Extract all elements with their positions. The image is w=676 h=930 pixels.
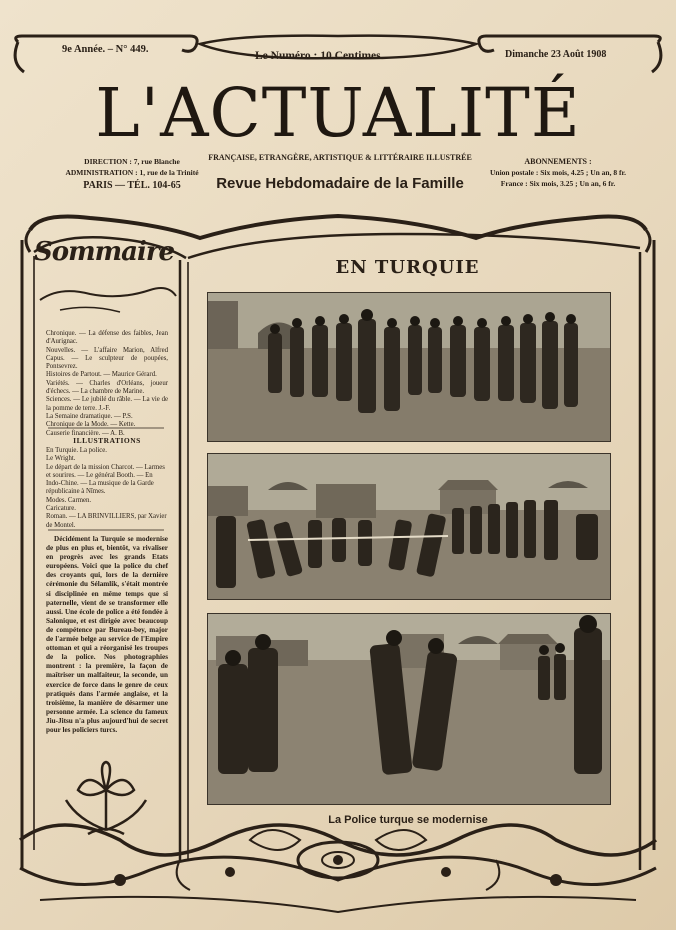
direction-line: DIRECTION : 7, rue Blanche — [84, 157, 180, 166]
photo-caption: La Police turque se modernise — [328, 814, 488, 826]
subscription-info — [478, 156, 638, 189]
issue-price: Le Numéro : 10 Centimes — [255, 50, 381, 62]
tagline-top: FRANÇAISE, ETRANGÈRE, ARTISTIQUE & LITTÉRAIRE ILLUSTRÉE — [208, 153, 472, 162]
tagline-main: Revue Hebdomadaire de la Famille — [216, 175, 464, 192]
illustration-item: Modes. Carmen. — [46, 496, 92, 504]
photo-police-disarm — [207, 613, 611, 805]
contents-item: Nouvelles. — L'affaire Marion, Alfred Capus. — Le sculpteur de poupées, Pontsevrez. — [46, 346, 168, 371]
contents-item: Causerie financière. — A. B. — [46, 429, 125, 437]
contents-item: Chronique de la Mode. — Kette. — [46, 421, 136, 429]
illustration-item: En Turquie. La police. — [46, 447, 107, 454]
publisher-address — [52, 156, 212, 191]
photo-police-drill — [207, 292, 611, 442]
illustration-item: Roman. — LA BRINVILLIERS, par Xavier de Montel. — [46, 513, 167, 529]
article-text — [46, 535, 168, 735]
issue-number: 9e Année. – N° 449. — [62, 44, 149, 55]
contents-item: Variétés. — Charles d'Orléans, joueur d'échecs. — La chambre de Marine. — [46, 379, 168, 396]
subscription-union: Union postale : Six mois, 4.25 ; Un an, 8 fr. — [490, 168, 626, 177]
illustration-item: Le départ de la mission Charcot. — Larmes et sourires. — Le général Booth. — En Indo-Chine. — La musique de la Garde républicaine à Nîmes. — [46, 463, 165, 496]
article-headline: EN TURQUIE — [335, 257, 480, 278]
lily-ornament — [58, 760, 154, 840]
photo-police-rope-exercise — [207, 453, 611, 600]
article-paragraph: Décidément la Turquie se modernise de plus en plus et, bientôt, va rivaliser en progrès avec les grands Etats européens. Voici que la police du chef des croyants qui, lors de la dernière cérémonie du Sélamlik, s'était montrée si disciplinée en même temps que si paternelle, vient de se transformer elle aussi. Une école de police a été fondée à Salonique, et est dirigée avec beaucoup de compétence par Bureau-bey, major de l'armée belge au service de l'Empire ottoman et qui a réorganisé les troupes de la police. Nos photographies montrent : la première, la façon de maîtriser un malfaiteur, la seconde, un exercice de force dans le genre de ceux pratiqués dans l'armée anglaise, et la troisième, la manière de désarmer une personne armée. La science du fameux Jiu-Jitsu n'a plus aujourd'hui de secret pour les policiers turcs. — [46, 535, 168, 734]
illustrations-title: ILLUSTRATIONS — [73, 436, 141, 445]
contents-item: La Semaine dramatique. — P.S. — [46, 412, 133, 420]
table-of-contents — [46, 330, 168, 438]
contents-item: Histoires de Partout. — Maurice Gérard. — [46, 371, 157, 379]
contents-item: Sciences. — Le jubilé du râble. — La vie de la pomme de terre. J.-F. — [46, 396, 168, 412]
administration-line: ADMINISTRATION : 1, rue de la Trinité — [65, 168, 199, 177]
illustrations-list — [46, 447, 168, 530]
masthead-title: L'ACTUALITÉ — [95, 74, 581, 152]
telephone-line: PARIS — TÉL. 104-65 — [83, 180, 181, 191]
issue-date: Dimanche 23 Août 1908 — [505, 49, 607, 60]
illustration-item: Caricature. — [46, 505, 77, 513]
subscription-title: ABONNEMENTS : — [524, 157, 592, 166]
illustration-item: Le Wright. — [46, 455, 76, 463]
sommaire-title: Sommaire — [34, 237, 175, 267]
contents-item: Chronique. — La défense des faibles, Jean d'Aurignac. — [46, 330, 168, 346]
subscription-france: France : Six mois, 3.25 ; Un an, 6 fr. — [500, 179, 616, 188]
